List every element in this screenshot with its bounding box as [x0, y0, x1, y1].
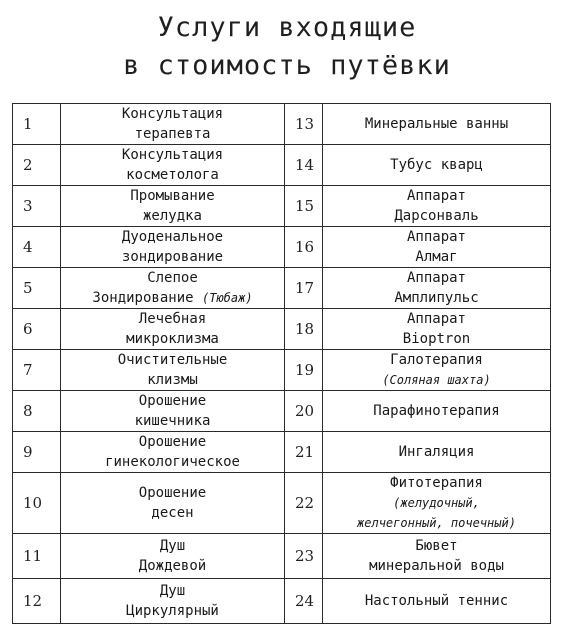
table-row: [13, 391, 551, 432]
service-note: желчегонный, почечный): [357, 516, 516, 530]
service-note: (Тюбаж): [202, 291, 253, 305]
service-number: 4: [13, 227, 61, 268]
service-number: 6: [13, 309, 61, 350]
table-row: [13, 268, 551, 309]
service-name-line: минеральной воды: [369, 558, 504, 574]
service-name-line: Орошение: [138, 485, 207, 501]
service-name-line: Минеральные ванны: [364, 116, 509, 132]
service-name-line: Парафинотерапия: [373, 403, 500, 419]
service-name: [323, 309, 551, 350]
service-name-line: Амплипульс: [394, 290, 479, 306]
services-table: [12, 103, 551, 624]
service-name: [323, 227, 551, 268]
service-name-line: Душ: [159, 538, 186, 554]
service-name: [323, 534, 551, 579]
service-name-line: десен: [151, 505, 194, 521]
service-name: [323, 473, 551, 534]
service-number: 12: [13, 579, 61, 624]
service-name-line: Бювет: [415, 538, 458, 554]
page-title: Услуги входящие: [157, 12, 417, 43]
service-number: 21: [285, 432, 323, 473]
service-name-line: Аппарат: [406, 270, 466, 286]
service-name: [61, 350, 285, 391]
service-number: 22: [285, 473, 323, 534]
service-name-line: Циркулярный: [126, 603, 219, 619]
service-name-line: гинекологическое: [105, 454, 240, 470]
service-name: [323, 350, 551, 391]
service-name-line: Очистительные: [117, 352, 228, 368]
service-name-line: микроклизма: [126, 331, 219, 347]
service-name-line: Душ: [159, 583, 186, 599]
service-name-line: Фитотерапия: [390, 475, 483, 491]
service-number: 18: [285, 309, 323, 350]
service-number: 19: [285, 350, 323, 391]
service-name-line: зондирование: [121, 249, 224, 265]
service-name-line: Зондирование: [92, 290, 194, 306]
service-name: [61, 309, 285, 350]
table-row: [13, 432, 551, 473]
service-number: 7: [13, 350, 61, 391]
table-row: [13, 350, 551, 391]
service-name: [323, 145, 551, 186]
service-name-line: клизмы: [147, 372, 198, 388]
service-name-line: Аппарат: [406, 311, 466, 327]
service-name-line: Алмаг: [415, 249, 458, 265]
table-row: [13, 227, 551, 268]
service-name-line: Слепое: [147, 270, 198, 286]
service-name-line: Дождевой: [138, 558, 207, 574]
service-name-line: Тубус кварц: [390, 157, 483, 173]
table-row: [13, 473, 551, 534]
service-number: 1: [13, 104, 61, 145]
service-number: 11: [13, 534, 61, 579]
service-name-line: Bioptron: [402, 331, 471, 347]
service-number: 17: [285, 268, 323, 309]
service-name: [61, 534, 285, 579]
service-name-line: косметолога: [126, 167, 219, 183]
service-number: 15: [285, 186, 323, 227]
service-name: [323, 104, 551, 145]
service-number: 8: [13, 391, 61, 432]
service-name-line: Аппарат: [406, 229, 466, 245]
service-name: [61, 268, 285, 309]
service-number: 23: [285, 534, 323, 579]
service-name: [61, 432, 285, 473]
service-name-line: Настольный теннис: [364, 593, 509, 609]
service-number: 3: [13, 186, 61, 227]
service-name-line: Консультация: [121, 147, 224, 163]
services-table-body: [13, 104, 551, 624]
page-subtitle: в стоимость путёвки: [123, 50, 451, 81]
service-number: 2: [13, 145, 61, 186]
service-name-line: Орошение: [138, 434, 207, 450]
service-name-line: Промывание: [130, 188, 215, 204]
service-note: (Соляная шахта): [382, 373, 491, 387]
service-number: 14: [285, 145, 323, 186]
service-number: 10: [13, 473, 61, 534]
service-number: 9: [13, 432, 61, 473]
service-note: (желудочный,: [393, 496, 480, 510]
service-name-line: Орошение: [138, 393, 207, 409]
table-row: [13, 309, 551, 350]
service-name: [61, 104, 285, 145]
service-name-line: Галотерапия: [390, 352, 483, 368]
service-name-line: Дуоденальное: [121, 229, 224, 245]
service-name: [61, 473, 285, 534]
service-name-line: Консультация: [121, 106, 224, 122]
service-number: 5: [13, 268, 61, 309]
service-name: [323, 432, 551, 473]
service-name: [323, 186, 551, 227]
service-number: 24: [285, 579, 323, 624]
service-name: [323, 391, 551, 432]
service-name-line: Лечебная: [138, 311, 207, 327]
service-name-line: Аппарат: [406, 188, 466, 204]
service-name-line: Дарсонваль: [394, 208, 479, 224]
service-name-line: кишечника: [134, 413, 211, 429]
service-name: [61, 391, 285, 432]
service-number: 20: [285, 391, 323, 432]
table-row: [13, 104, 551, 145]
service-name-line: желудка: [142, 208, 202, 224]
service-number: 13: [285, 104, 323, 145]
service-name-line: Ингаляция: [398, 444, 475, 460]
table-row: [13, 186, 551, 227]
service-name: [61, 579, 285, 624]
table-row: [13, 145, 551, 186]
service-name: [61, 186, 285, 227]
service-name: [323, 268, 551, 309]
service-number: 16: [285, 227, 323, 268]
service-name: [323, 579, 551, 624]
table-row: [13, 579, 551, 624]
service-name-line: терапевта: [134, 126, 211, 142]
table-row: [13, 534, 551, 579]
service-name: [61, 227, 285, 268]
service-name: [61, 145, 285, 186]
